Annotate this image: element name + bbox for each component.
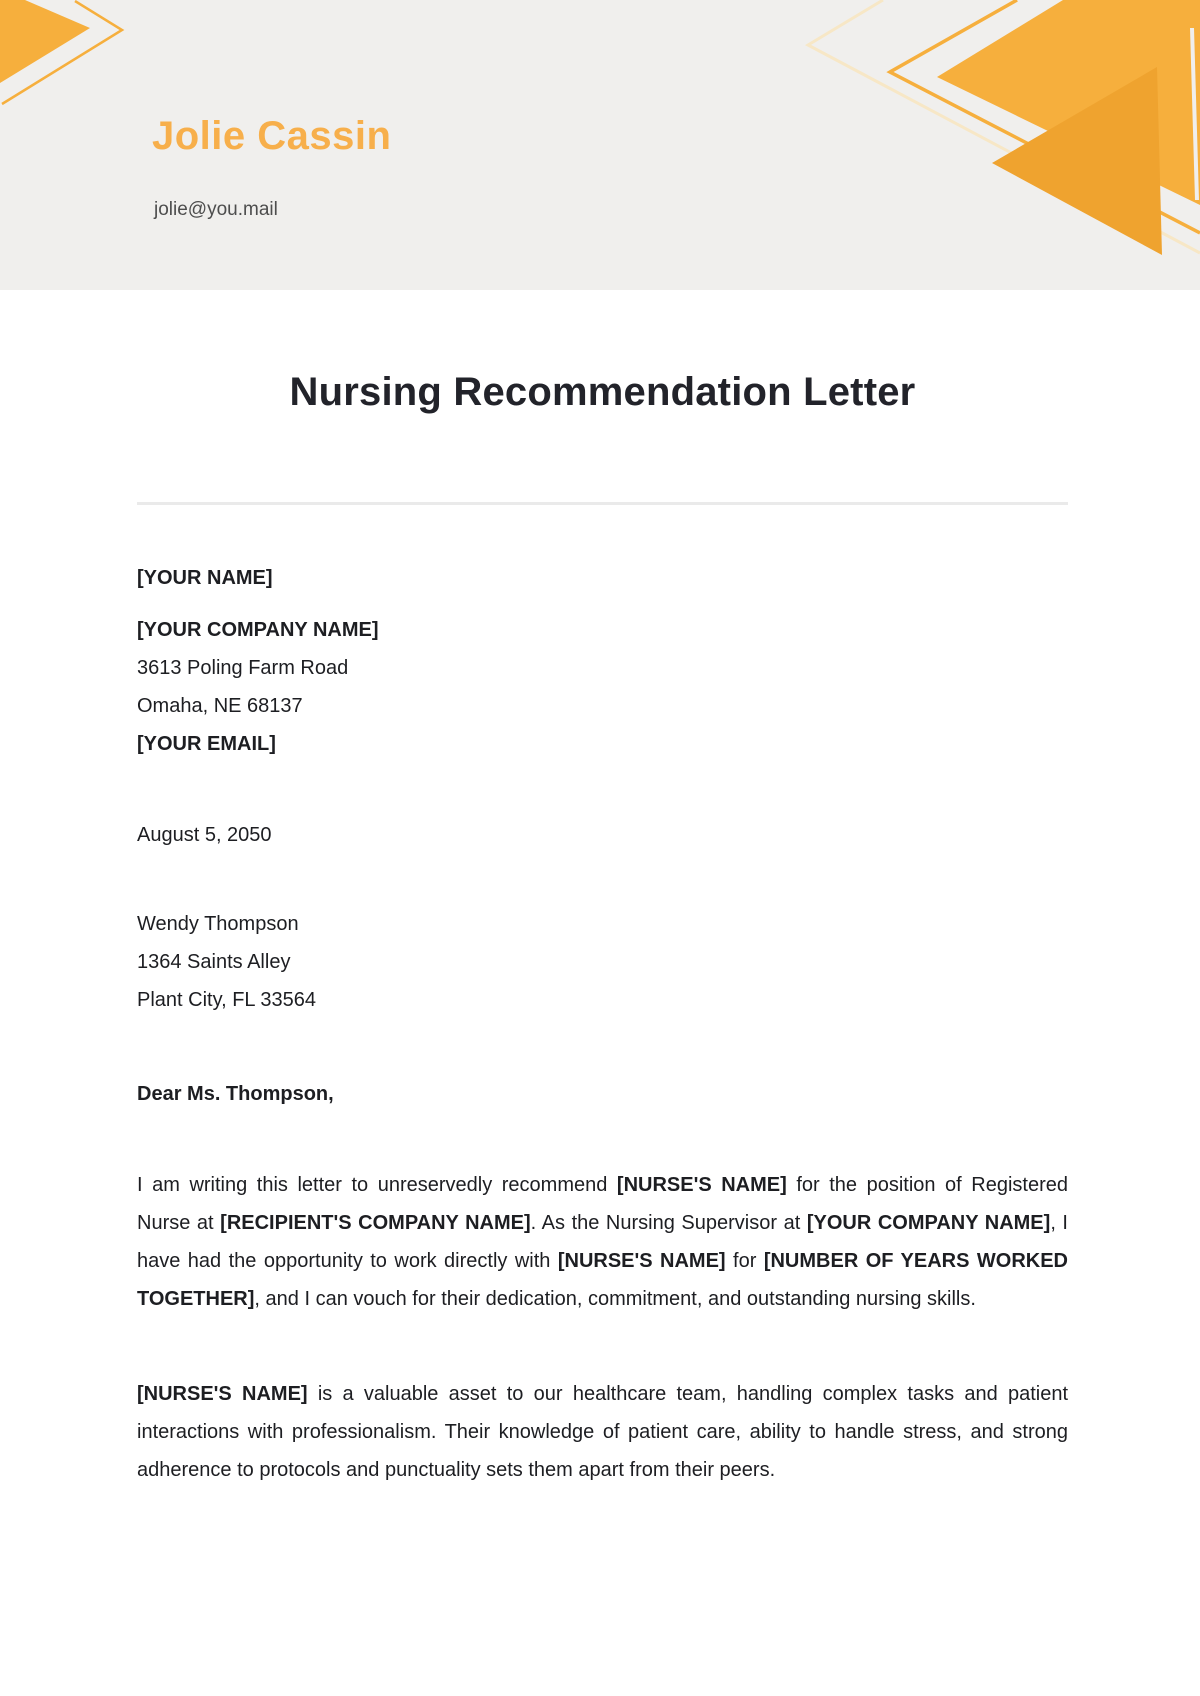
sender-name-placeholder: [YOUR NAME] [137, 567, 273, 589]
decorative-triangles-right-icon [780, 0, 1200, 290]
letter-paragraphs [137, 1166, 1068, 1489]
sender-display-email: jolie@you.mail [154, 199, 278, 220]
paragraph-text: . As the Nursing Supervisor at [530, 1212, 807, 1234]
letter-title: Nursing Recommendation Letter [289, 370, 916, 414]
paragraph-text: is a valuable asset to our healthcare team, handling complex tasks and patient interactions with professionalism. Their knowledge of patient care, ability to handle stress, and strong adherence to protocols and punctuality sets them apart from their peers. [137, 1383, 1068, 1481]
sender-email-placeholder: [YOUR EMAIL] [137, 733, 276, 755]
paragraph-text: for [725, 1250, 764, 1272]
letter-paragraph [137, 1166, 1068, 1318]
placeholder-token: [RECIPIENT'S COMPANY NAME] [220, 1212, 531, 1234]
paragraph-text: I am writing this letter to unreservedly recommend [137, 1174, 617, 1196]
placeholder-token: [NUMBER OF YEARS WORKED TOGETHER] [137, 1250, 1069, 1310]
paragraph-text: for the position of Registered Nurse at [137, 1174, 1069, 1234]
letter-date: August 5, 2050 [137, 824, 272, 846]
paragraph-text: , and I can vouch for their dedication, commitment, and outstanding nursing skills. [254, 1288, 976, 1310]
recipient-name: Wendy Thompson [137, 913, 299, 935]
letterhead [0, 0, 1200, 290]
decorative-triangles-left-icon [0, 0, 160, 120]
sender-address-line2: Omaha, NE 68137 [137, 695, 303, 717]
placeholder-token: [NURSE'S NAME] [137, 1383, 308, 1405]
sender-display-name: Jolie Cassin [152, 114, 392, 158]
placeholder-token: [YOUR COMPANY NAME] [806, 1212, 1051, 1234]
recipient-address-line1: 1364 Saints Alley [137, 951, 291, 973]
salutation: Dear Ms. Thompson, [137, 1083, 334, 1105]
placeholder-token: [NURSE'S NAME] [557, 1250, 726, 1272]
recipient-address-line2: Plant City, FL 33564 [137, 989, 316, 1011]
title-divider [137, 502, 1068, 505]
sender-company-placeholder: [YOUR COMPANY NAME] [137, 619, 379, 641]
paragraph-text: , I have had the opportunity to work directly with [137, 1212, 1068, 1272]
sender-address-line1: 3613 Poling Farm Road [137, 657, 349, 679]
sender-address-block [137, 611, 1068, 763]
recipient-address-block [137, 905, 1068, 1019]
placeholder-token: [NURSE'S NAME] [616, 1174, 787, 1196]
letter-body [0, 370, 1200, 1489]
letter-paragraph [137, 1375, 1068, 1489]
